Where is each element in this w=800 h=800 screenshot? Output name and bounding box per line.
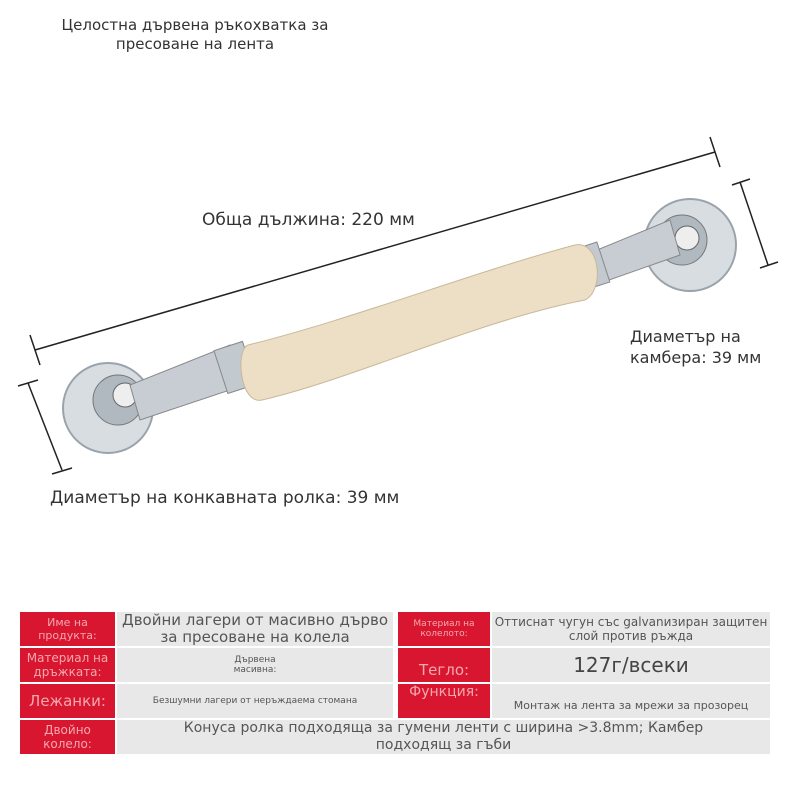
product-name-value: Двойни лагери от масивно дърво за пресоване на колела <box>117 612 393 646</box>
weight-value: 127г/всеки <box>492 648 770 682</box>
double-wheel-label: Двойно колело: <box>20 720 115 754</box>
double-wheel-value: Конуса ролка подходяща за гумени ленти с ширина >3.8mm; Камбер подходящ за гъби <box>117 720 770 754</box>
handle-material-label: Материал на дръжката: <box>20 648 115 682</box>
handle-material-value: Дървена масивна: <box>117 648 393 682</box>
wheel-material-label: Материал на колелото: <box>398 612 490 646</box>
bearings-label: Лежанки: <box>20 684 115 718</box>
bearings-value: Безшумни лагери от неръждаема стомана <box>117 684 393 718</box>
concave-diameter-label: Диаметър на конкавната ролка: 39 мм <box>50 488 400 508</box>
wheel-material-value: Оттиснат чугун със galvanизиран защитен слой против ръжда <box>492 612 770 646</box>
product-name-label: Име на продукта: <box>20 612 115 646</box>
function-label: Функция: <box>398 684 490 718</box>
weight-label: Тегло: <box>398 648 490 682</box>
total-length-label: Обща дължина: 220 мм <box>202 210 415 230</box>
function-value: Монтаж на лента за мрежи за прозорец <box>492 684 770 718</box>
camber-diameter-label: Диаметър на камбера: 39 мм <box>630 327 762 367</box>
product-title: Целостна дървена ръкохватка за пресоване на лента <box>61 16 329 53</box>
